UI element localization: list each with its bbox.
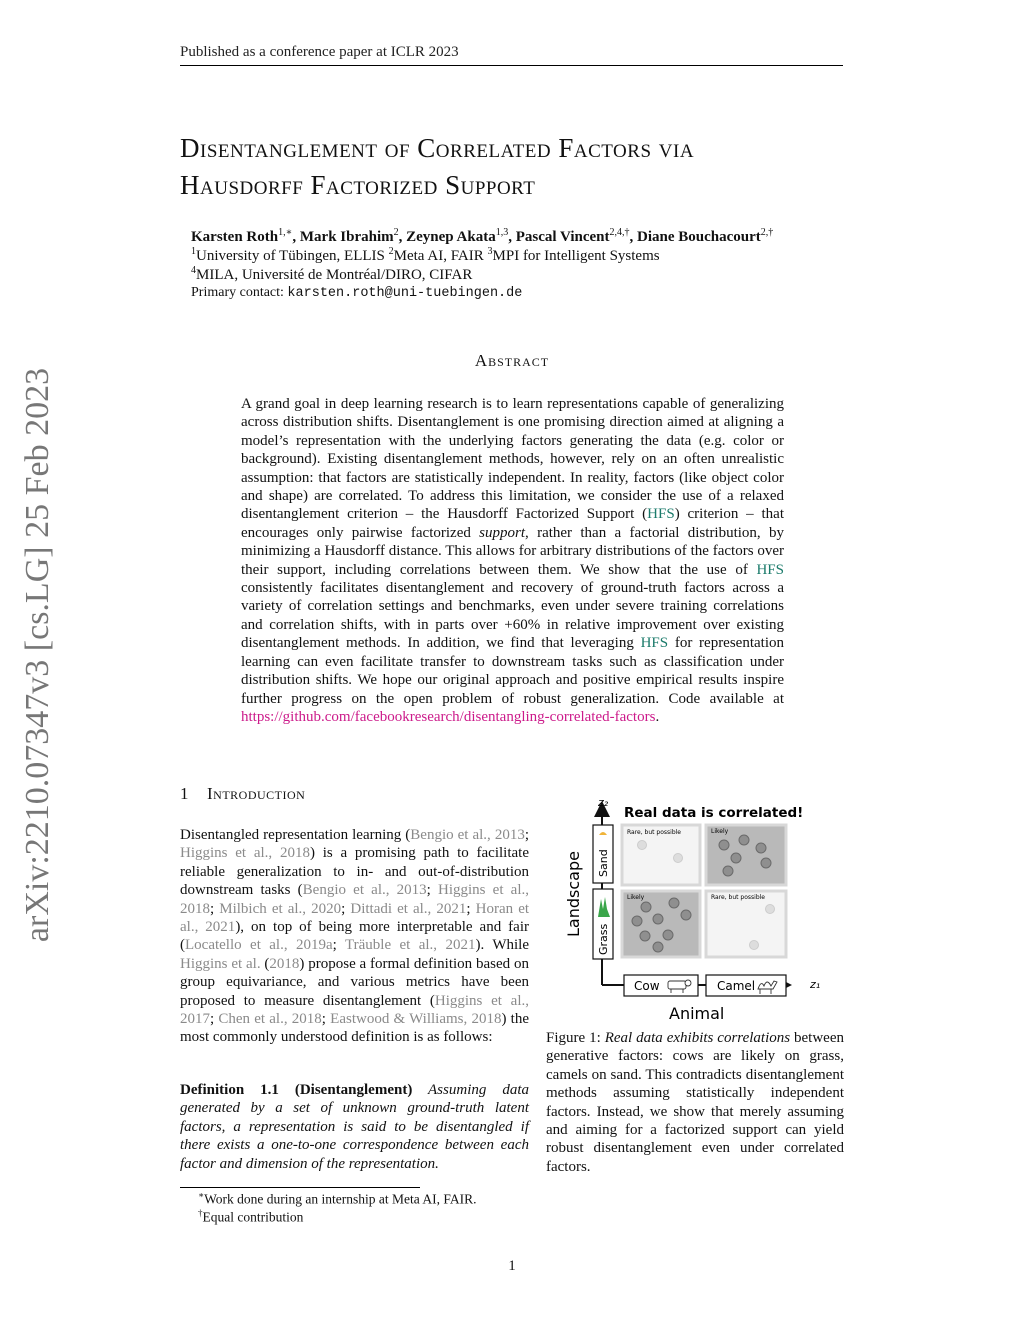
author-sup: 2,† [760, 227, 774, 238]
citation-link[interactable]: Bengio et al., 2013 [302, 882, 427, 899]
author-list [191, 227, 773, 246]
citation-link[interactable]: Horan et al., 2021 [180, 900, 530, 936]
aff-sup: 3 [487, 246, 493, 257]
affiliation-line-2 [191, 265, 472, 284]
sample-point [766, 905, 775, 914]
sample-point [638, 841, 647, 850]
footnote-rule [180, 1187, 420, 1188]
sample-point [653, 914, 663, 924]
hfs-link[interactable]: HFS [640, 635, 669, 652]
cow-label: Cow [634, 979, 660, 993]
citation-link[interactable]: Higgins et al., 2018 [180, 882, 529, 917]
aff-text: MILA, Université de Montréal/DIRO, CIFAR [196, 267, 473, 283]
intro-text: ; [321, 1011, 331, 1028]
author-name: , Diane Bouchacourt [629, 229, 761, 245]
figure-1 [546, 795, 844, 1025]
footnote-text: Work done during an internship at Meta AI, FAIR. [204, 1191, 477, 1207]
intro-text: ; [210, 1011, 219, 1028]
citation-link[interactable]: 2018 [269, 955, 300, 972]
section-number: 1 [180, 784, 189, 803]
citation-link[interactable]: Dittadi et al., 2021 [350, 900, 467, 917]
citation-link[interactable]: Chen et al., 2018 [218, 1011, 322, 1028]
citation-link[interactable]: Higgins et al. [180, 955, 261, 972]
intro-text: ; [341, 900, 351, 917]
citation-link[interactable]: Higgins et al., 2018 [180, 845, 310, 862]
citation-link[interactable]: Bengio et al., 2013 [410, 827, 525, 843]
page-number: 1 [508, 1258, 516, 1274]
code-url-link[interactable]: https://github.com/facebookresearch/disentangling-correlated-factors [241, 708, 656, 725]
intro-text: ) is a promising path to facilitate reliable generalization to in- and out-of-distribution downstream tasks ( [180, 845, 529, 899]
sample-point [681, 910, 691, 920]
author-sup: 2 [393, 227, 399, 238]
definition-label: Definition 1.1 (Disentanglement) [180, 1082, 413, 1098]
citation-link[interactable]: Locatello et al., 2019a [185, 937, 333, 954]
z1-label: z₁ [810, 978, 821, 991]
z2-label: z₂ [598, 796, 609, 809]
figure-title: Real data is correlated! [624, 805, 804, 821]
paper-title [180, 130, 880, 204]
intro-text: ( [260, 955, 270, 972]
abstract-text: , rather than a factorial distribution, by minimizing a Hausdorff distance. This allows for arbitrary distributions of the factors over their support, including correlations between them. We show that the use of [241, 524, 785, 578]
sample-point [632, 916, 642, 926]
sample-point [669, 898, 679, 908]
contact-email[interactable]: karsten.roth@uni-tuebingen.de [287, 286, 523, 301]
aff-sup: 1 [191, 246, 196, 257]
author-sup: 1,3 [495, 227, 509, 238]
cell-camel-sand-label: Likely [711, 828, 729, 835]
footnote-text: Equal contribution [202, 1209, 304, 1225]
aff-text: MPI for Intelligent Systems [492, 248, 660, 264]
sample-point [641, 902, 651, 912]
aff-text: University of Tübingen, ELLIS [196, 248, 389, 264]
intro-text: ; [466, 900, 476, 917]
sample-point [723, 866, 733, 876]
intro-text: ), on top of being more interpretable and fair ( [180, 919, 529, 954]
author-name: Karsten Roth [191, 229, 279, 245]
author-name: , Pascal Vincent [508, 229, 610, 245]
abstract-body [241, 395, 784, 726]
running-header: Published as a conference paper at ICLR 2023 [180, 44, 459, 60]
aff-sup: 2 [388, 246, 394, 257]
cell-cow-grass-label: Likely [627, 894, 645, 901]
hfs-link[interactable]: HFS [647, 506, 675, 523]
contact-label: Primary contact: [191, 285, 288, 300]
x-axis-label: Animal [669, 1004, 725, 1023]
header-rule [180, 65, 843, 66]
intro-text: ) the most commonly understood definition is as follows: [180, 1011, 529, 1046]
caption-text: between generative factors: cows are likely on grass, camels on sand. This contradicts disentanglement methods assuming statistically independent factors. Instead, we show that merely assuming and aiming for a factorized support can yield robust disentanglement even under correlated factors. [546, 1030, 844, 1175]
abstract-text: A grand goal in deep learning research is to learn representations capable of generalizing across distribution shifts. Disentanglement is one promising direction aimed at aligning a model’s representation with the underlying factors generating the data (e.g. color or background). Existing disentanglement methods, however, rely on an often unrealistic assumption: that factors are statistically independent. In reality, factors (like object color and shape) are correlated. To address this limitation, we consider the use of a relaxed disentanglement criterion – the Hausdorff Factorized Support ( [241, 396, 784, 523]
abstract-emphasis: support [479, 524, 526, 541]
sample-point [761, 858, 771, 868]
author-sup: 2,4,† [609, 227, 630, 238]
primary-contact [191, 285, 522, 301]
intro-text: ; [426, 882, 438, 899]
affiliation-line-1 [191, 246, 660, 265]
cell-cow-sand-label: Rare, but possible [627, 829, 681, 836]
citation-link[interactable]: Träuble et al., 2021 [344, 937, 476, 954]
arxiv-stamp-text: arXiv:2210.07347v3 [cs.LG] 25 Feb 2023 [19, 367, 56, 943]
hfs-link[interactable]: HFS [756, 561, 784, 578]
sample-point [719, 840, 729, 850]
citation-link[interactable]: Eastwood & Williams, 2018 [330, 1011, 502, 1028]
author-name: , Zeynep Akata [398, 229, 496, 245]
sand-label: Sand [597, 849, 610, 877]
grass-label: Grass [597, 923, 610, 955]
arxiv-stamp [18, 355, 58, 955]
intro-text: Disentangled representation learning ( [180, 827, 411, 843]
abstract-text: ) criterion – that encourages only pairwise factorized [241, 506, 784, 541]
definition-text: Assuming data generated by a set of unknown ground-truth latent factors, a representation is said to be disentangled if there exists a one-to-one correspondence between each factor and dimension of the representation. [180, 1082, 529, 1172]
title-line-1: Disentanglement of Correlated Factors via [180, 133, 695, 163]
sample-point [674, 854, 683, 863]
definition-block [180, 1081, 529, 1173]
footnote-mark: † [198, 1208, 203, 1218]
sample-point [756, 843, 766, 853]
intro-text: ; [332, 937, 345, 954]
aff-text: Meta AI, FAIR [393, 248, 488, 264]
citation-link[interactable]: Milbich et al., 2020 [219, 900, 342, 917]
intro-text: ; [524, 827, 529, 843]
title-line-2: Hausdorff Factorized Support [180, 170, 536, 200]
intro-text: ). While [475, 937, 529, 954]
caption-emphasis: Real data exhibits correlations [604, 1030, 791, 1046]
abstract-text: for representation learning can even facilitate transfer to downstream tasks such as classification under distribution shifts. We hope our original approach and positive empirical results inspire further progress on the open problem of robust generalization. Code available at [241, 635, 784, 707]
sample-point [750, 941, 759, 950]
camel-label: Camel [717, 979, 756, 993]
abstract-text: . [655, 708, 660, 725]
footnote-1 [198, 1190, 477, 1208]
footnote-2 [198, 1208, 303, 1226]
author-sup: 1,∗ [278, 227, 293, 238]
aff-sup: 4 [191, 265, 196, 276]
citation-link[interactable]: Higgins et al., 2017 [180, 992, 529, 1028]
sample-point [731, 853, 741, 863]
sample-point [653, 942, 663, 952]
abstract-heading: Abstract [474, 351, 550, 370]
intro-text: ; [210, 900, 220, 917]
cell-camel-grass-label: Rare, but possible [711, 894, 765, 901]
sample-point [640, 931, 650, 941]
intro-text: ) propose a formal definition based on group equivariance, and various metrics have been proposed to measure disentanglement ( [180, 955, 529, 1009]
abstract-text: consistently facilitates disentanglement and recovery of ground-truth factors across a variety of correlation settings and benchmarks, even under severe training correlations and correlation shifts, with in parts over +60% in relative improvement over existing disentanglement methods. In addition, we find that leveraging [241, 580, 784, 652]
intro-paragraph [180, 826, 529, 1047]
sample-point [663, 930, 673, 940]
figure-1-caption [546, 1029, 844, 1176]
y-axis-label: Landscape [564, 851, 583, 937]
sample-point [739, 835, 749, 845]
footnote-mark: ∗ [198, 1190, 205, 1200]
author-name: , Mark Ibrahim [292, 229, 394, 245]
section-title: Introduction [207, 784, 306, 803]
section-heading-introduction [180, 784, 305, 804]
caption-label: Figure 1: [546, 1030, 605, 1046]
